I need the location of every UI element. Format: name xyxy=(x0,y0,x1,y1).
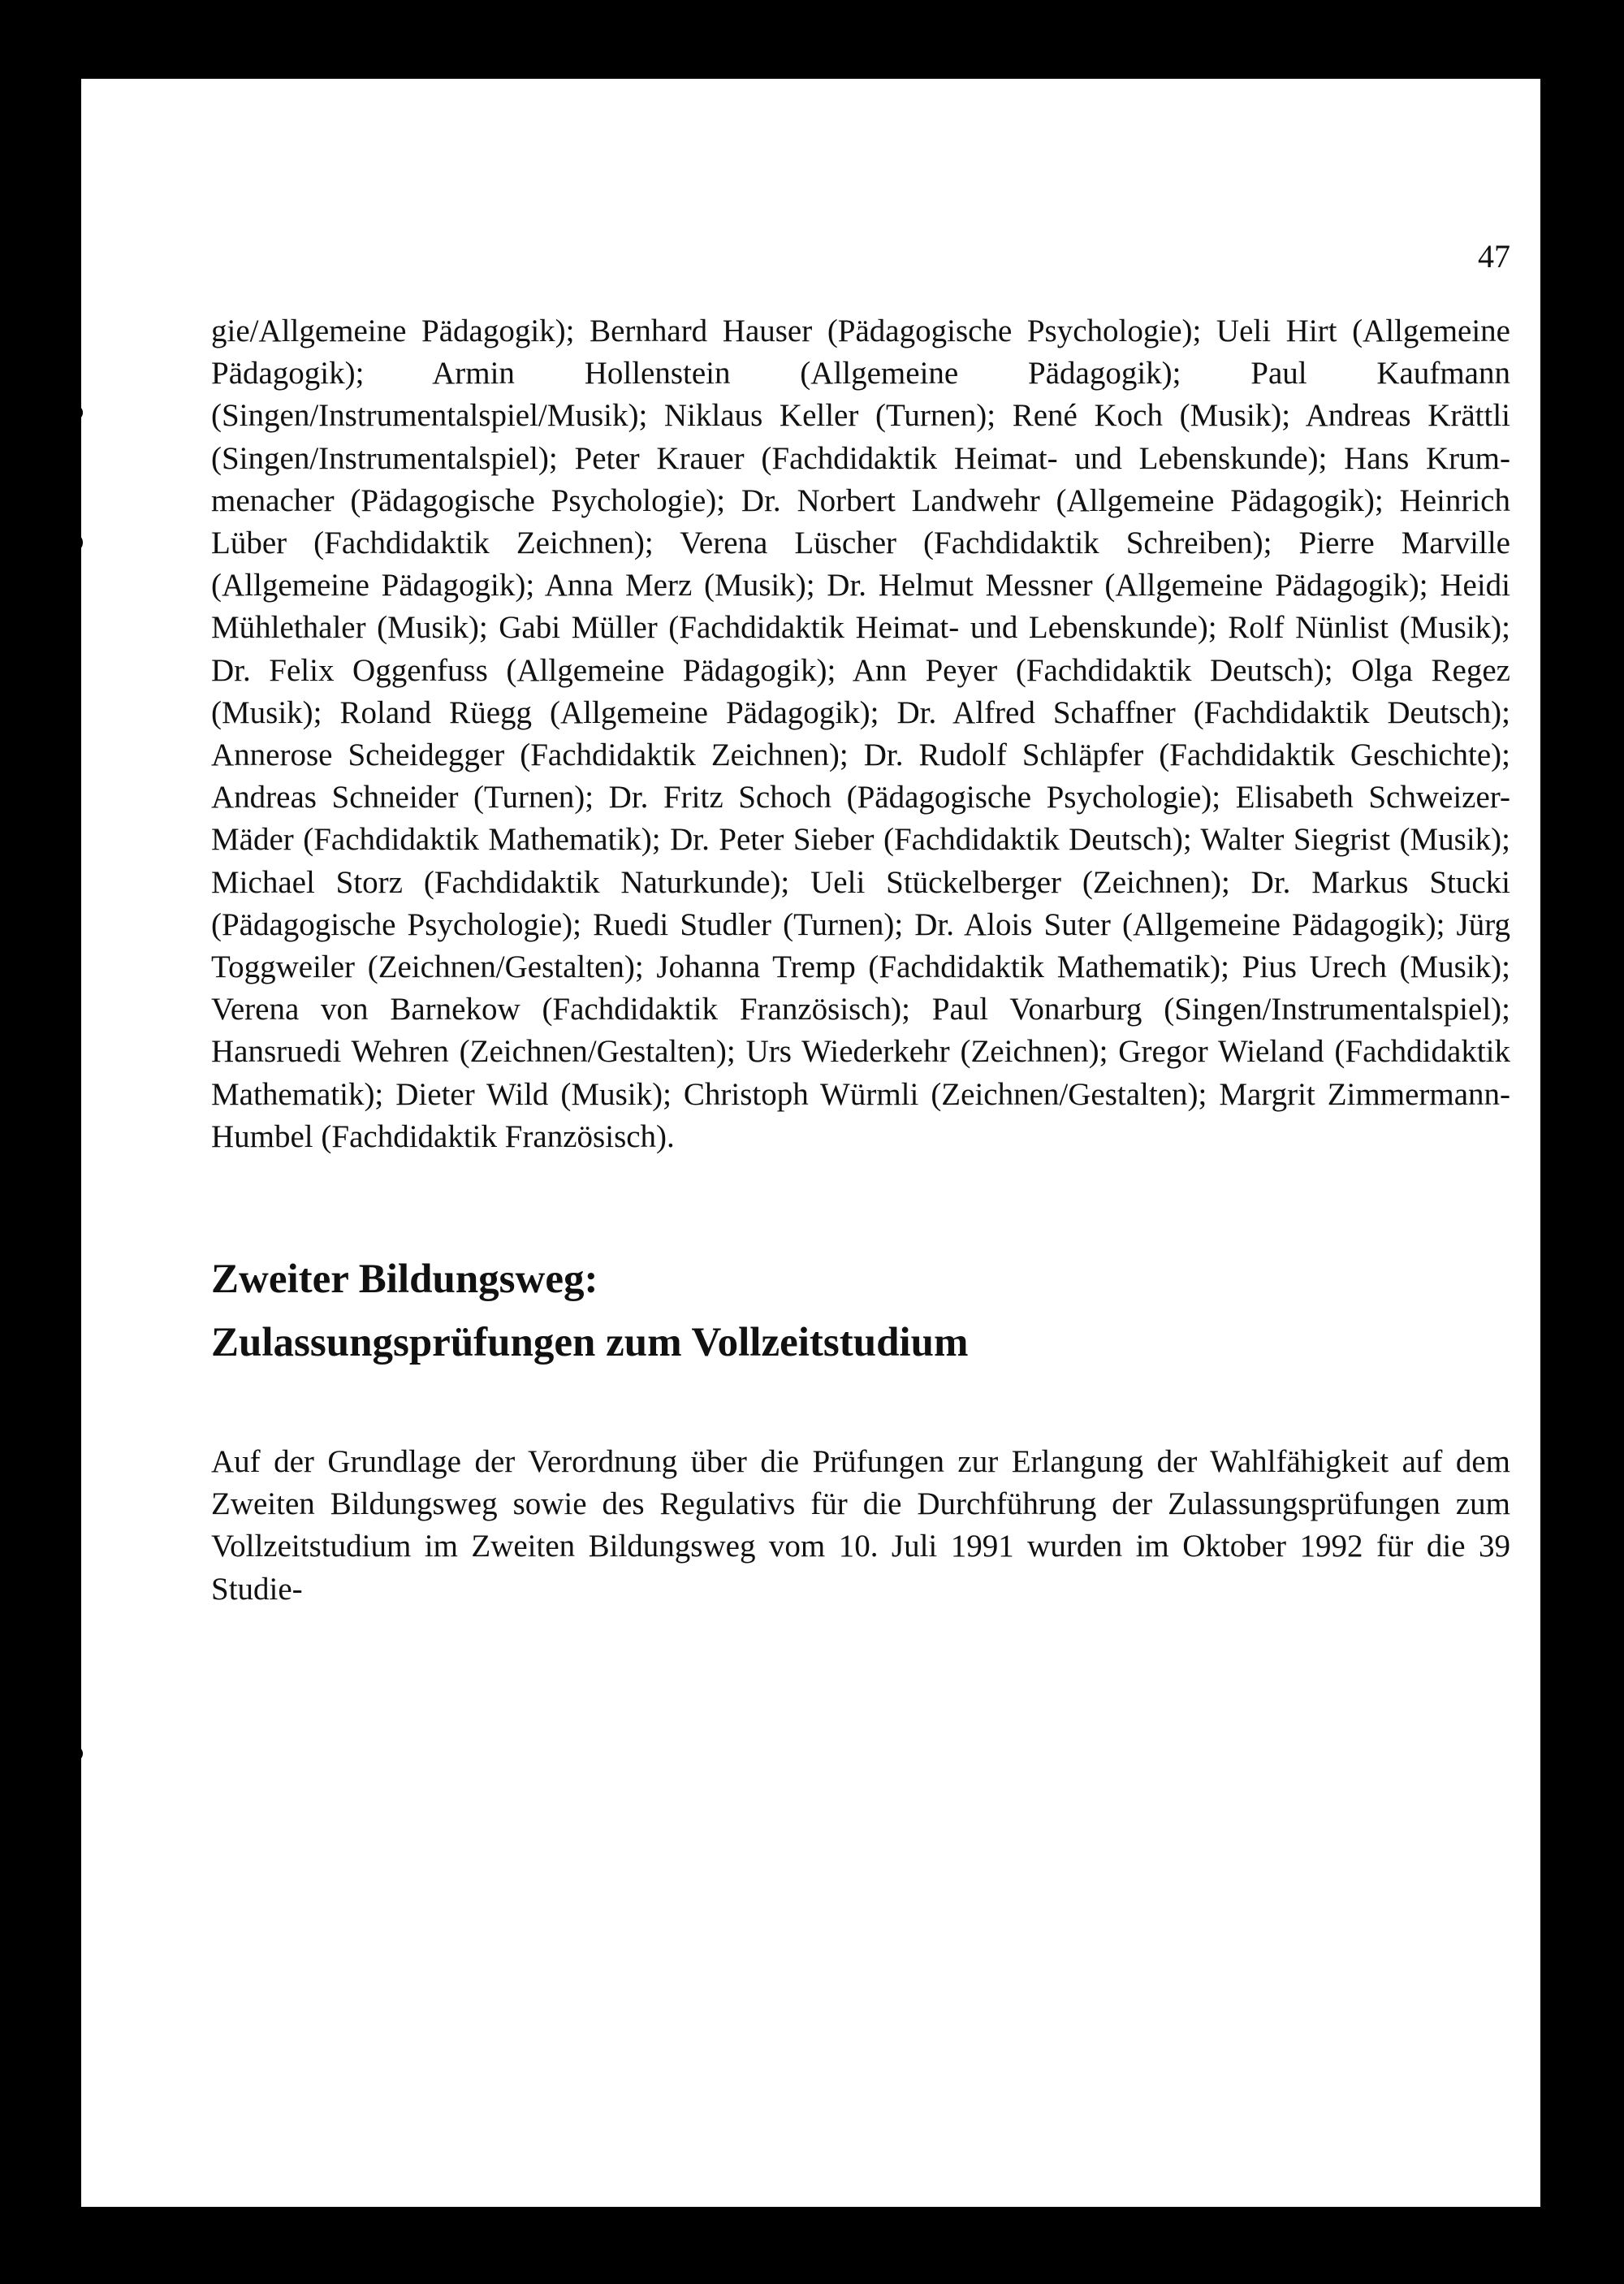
scan-edge-mark xyxy=(75,1748,83,1759)
page-number: 47 xyxy=(1478,238,1510,275)
section-heading-line-1: Zweiter Bildungsweg: xyxy=(211,1257,598,1303)
section-heading-line-2: Zulassungsprüfungen zum Vollzeitstudium xyxy=(211,1320,969,1366)
page-content xyxy=(211,310,1510,1611)
scan-edge-mark xyxy=(75,536,83,549)
scan-edge-mark xyxy=(75,407,83,418)
document-page xyxy=(81,79,1540,2207)
section-spacer xyxy=(211,1158,1510,1248)
section-heading xyxy=(211,1248,1510,1374)
scan-edge-mark xyxy=(75,1425,81,1433)
staff-list-paragraph: gie/Allgemeine Pädagogik); Bernhard Hauser (Pädagogische Psychologie); Ueli Hirt (Allgemeine Pädagogik); Armin Hollenstein (Allgemeine Pädagogik); Paul Kaufmann (Singen/Instrumentalspiel/Musik); Niklaus Keller (Turnen); René Koch (Musik); Andreas Krättli (Singen/Instrumentalspiel); Peter Krauer (Fachdidaktik Heimat- und Lebenskunde); Hans Krummenacher (Pädagogische Psychologie); Dr. Norbert Landwehr (Allgemeine Pädagogik); Heinrich Lüber (Fachdidaktik Zeichnen); Verena Lüscher (Fachdidaktik Schreiben); Pierre Marville (Allgemeine Pädagogik); Anna Merz (Musik); Dr. Helmut Messner (Allgemeine Pädagogik); Heidi Mühlethaler (Musik); Gabi Müller (Fachdidaktik Heimat- und Lebenskunde); Rolf Nünlist (Musik); Dr. Felix Oggenfuss (Allgemeine Pädagogik); Ann Peyer (Fachdidaktik Deutsch); Olga Regez (Musik); Roland Rüegg (Allgemeine Pädagogik); Dr. Alfred Schaffner (Fachdidaktik Deutsch); Annerose Scheidegger (Fachdidaktik Zeichnen); Dr. Rudolf Schläpfer (Fachdidaktik Geschichte); Andreas Schneider (Turnen); Dr. Fritz Schoch (Pädagogische Psychologie); Elisabeth Schweizer-Mäder (Fachdidaktik Mathematik); Dr. Peter Sieber (Fachdidaktik Deutsch); Walter Siegrist (Musik); Michael Storz (Fachdidaktik Naturkunde); Ueli Stückelberger (Zeichnen); Dr. Markus Stucki (Pädagogische Psychologie); Ruedi Studler (Turnen); Dr. Alois Suter (Allgemeine Pädagogik); Jürg Toggweiler (Zeichnen/Gestalten); Johanna Tremp (Fachdidaktik Mathematik); Pius Urech (Musik); Verena von Barnekow (Fachdidaktik Französisch); Paul Vonarburg (Singen/Instrumentalspiel); Hansruedi Wehren (Zeichnen/Gestalten); Urs Wiederkehr (Zeichnen); Gregor Wieland (Fachdidaktik Mathematik); Dieter Wild (Musik); Christoph Würmli (Zeichnen/Gestalten); Margrit Zimmermann-Humbel (Fachdidaktik Französisch). xyxy=(211,314,1510,1154)
section-paragraph: Auf der Grundlage der Verordnung über die Prüfungen zur Erlangung der Wahlfähigkeit auf dem Zweiten Bildungsweg sowie des Regulativs für die Durchführung der Zulassungsprüfungen zum Vollzeitstudium im Zweiten Bildungsweg vom 10. Juli 1991 wurden im Oktober 1992 für die 39 Studie- xyxy=(211,1444,1510,1607)
paragraph-spacer xyxy=(211,1374,1510,1441)
